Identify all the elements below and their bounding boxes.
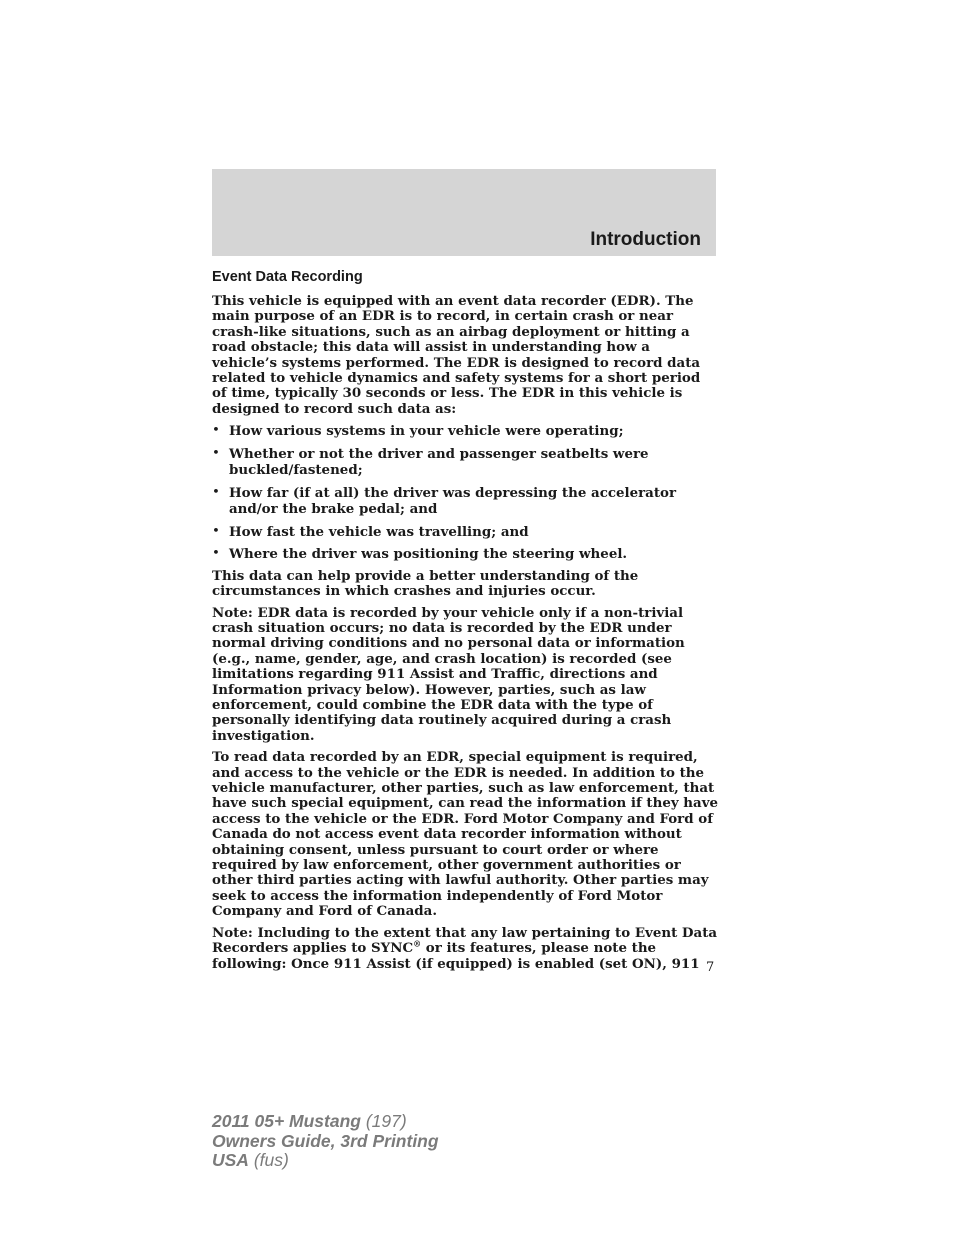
list-item-text: How various systems in your vehicle were operating; [229,423,624,440]
page-number: 7 [706,960,715,975]
footer-line-model [212,1112,439,1132]
recorded-data-list [212,423,718,563]
list-item [212,446,718,479]
bullet-marker: • [212,423,220,439]
bullet-marker: • [212,484,220,500]
list-item [212,485,718,518]
access-paragraph: To read data recorded by an EDR, special equipment is required, and access to the vehicle or the EDR is needed. In addition to the vehicle manufacturer, other parties, such as law enforcement, that have such special equipment, can read the information if they have access to the vehicle or the EDR. Ford Motor Company and Ford of Canada do not access event data recorder information without obtaining consent, unless pursuant to court order or where required by law enforcement, other government authorities or other third parties acting with lawful authority. Other parties may seek to access the information independently of Ford Motor Company and Ford of Canada. [212,749,719,920]
footer-guide: Owners Guide, 3rd Printing [212,1130,439,1151]
sync-note-text-start: Note: Including to the extent that any law pertaining to Event Data Recorders applies to SYNC [212,924,718,957]
footer-line-guide [212,1132,439,1152]
bullet-marker: • [212,523,220,539]
list-item-text: Where the driver was positioning the steering wheel. [229,546,628,563]
footer-market-code: (fus) [248,1150,289,1170]
note-paragraph: Note: EDR data is recorded by your vehicle only if a non-trivial crash situation occurs; no data is recorded by the EDR under normal driving conditions and no personal data or information (e.g., name, gender, age, and crash location) is recorded (see limitations regarding 911 Assist and Traffic, directions and Information privacy below). However, parties, such as law enforcement, could combine the EDR data with the type of personally identifying data routinely acquired during a crash investigation. [212,604,685,744]
list-item [212,524,718,541]
sync-note-paragraph [212,926,718,972]
footer-market: USA [212,1150,249,1170]
list-item-text: How fast the vehicle was travelling; and [229,523,529,540]
footer-line-market [212,1151,439,1171]
bullet-marker: • [212,445,220,461]
list-item-text: Whether or not the driver and passenger seatbelts were buckled/fastened; [229,445,649,479]
list-item [212,423,718,440]
page-content [212,268,718,978]
list-item-text: How far (if at all) the driver was depressing the accelerator and/or the brake pedal; and [229,484,677,518]
sync-note-text-end: or its features, please note the following: Once 911 Assist (if equipped) is enabled (set ON), 911 [212,940,700,972]
footer-model-code: (197) [360,1111,407,1131]
section-heading: Event Data Recording [212,269,363,285]
document-footer [212,1112,439,1171]
intro-paragraph: This vehicle is equipped with an event data recorder (EDR). The main purpose of an EDR is to record, in certain crash or near crash-like situations, such as an airbag deployment or hitting a road obstacle; this data will assist in understanding how a vehicle’s systems performed. The EDR is designed to record data related to vehicle dynamics and safety systems for a short period of time, typically 30 seconds or less. The EDR in this vehicle is designed to record such data as: [212,293,701,417]
chapter-title: Introduction [590,229,701,250]
footer-model: 2011 05+ Mustang [212,1111,361,1131]
bullet-marker: • [212,546,220,562]
list-item [212,546,718,563]
section-header-band [212,169,716,256]
summary-paragraph: This data can help provide a better understanding of the circumstances in which crashes and injuries occur. [212,567,639,600]
registered-mark: ® [413,938,422,949]
